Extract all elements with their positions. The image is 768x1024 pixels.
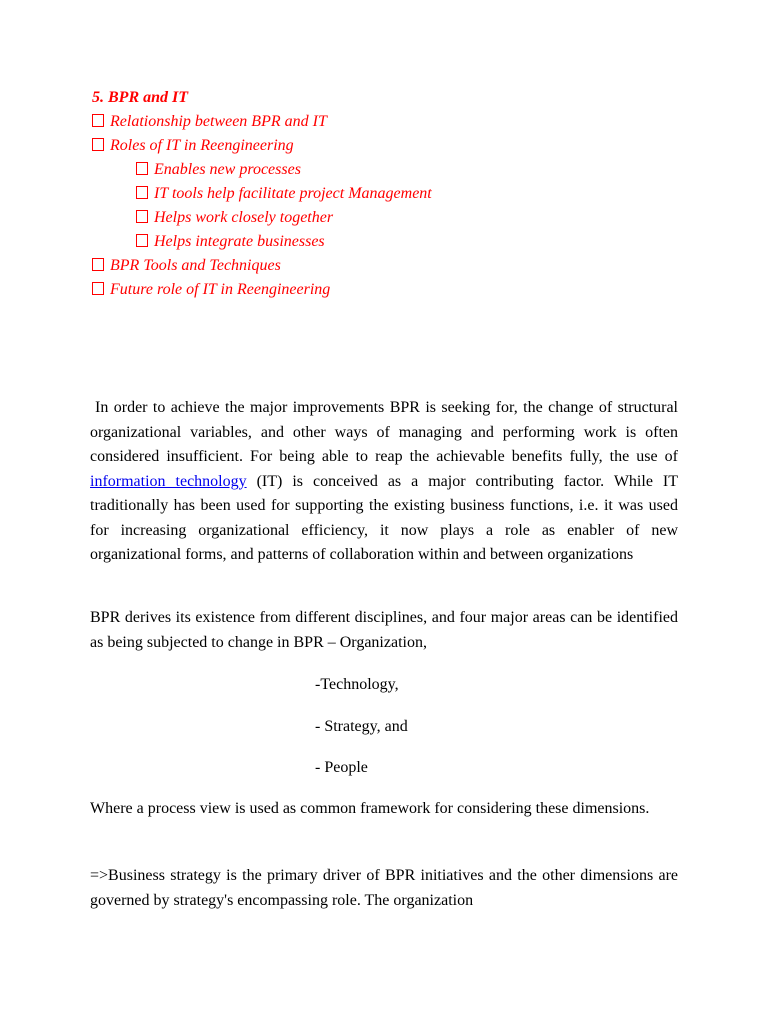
outline-subitem (92, 206, 692, 230)
checkbox-bullet-icon (136, 210, 148, 223)
outline-subitem (92, 158, 692, 182)
outline-item-label: Future role of IT in Reengineering (110, 281, 331, 298)
intro-paragraph (90, 396, 678, 568)
checkbox-bullet-icon (136, 162, 148, 175)
intro-text-before-link: In order to achieve the major improvements BPR is seeking for, the change of structural organizational variables, and other ways of managing and performing work is often considered insufficient. For being able to reap the achievable benefits fully, the use of (90, 399, 678, 465)
outline-subitem-label: IT tools help facilitate project Management (154, 185, 432, 202)
dimension-people: - People (315, 759, 368, 776)
checkbox-bullet-icon (136, 186, 148, 199)
checkbox-bullet-icon (92, 114, 104, 127)
checkbox-bullet-icon (136, 234, 148, 247)
checkbox-bullet-icon (92, 138, 104, 151)
dimension-technology: -Technology, (315, 676, 399, 693)
outline-subitem-label: Helps integrate businesses (154, 233, 325, 250)
outline-subitem-label: Helps work closely together (154, 209, 334, 226)
outline-item (92, 110, 692, 134)
outline-item (92, 254, 692, 278)
outline-item-label: Roles of IT in Reengineering (110, 137, 294, 154)
topic-outline (92, 86, 692, 302)
outline-subitem (92, 182, 692, 206)
outline-item (92, 134, 692, 158)
outline-item (92, 278, 692, 302)
dimension-strategy: - Strategy, and (315, 718, 408, 735)
checkbox-bullet-icon (92, 282, 104, 295)
section-heading: 5. BPR and IT (92, 89, 189, 106)
outline-subitem (92, 230, 692, 254)
disciplines-paragraph: BPR derives its existence from different disciplines, and four major areas can be identified as being subjected to change in BPR – Organization, (90, 609, 678, 651)
business-strategy-paragraph: =>Business strategy is the primary driver of BPR initiatives and the other dimensions are governed by strategy's encompassing role. The organization (90, 867, 678, 909)
information-technology-link[interactable]: information technology (90, 472, 247, 490)
checkbox-bullet-icon (92, 258, 104, 271)
process-view-paragraph: Where a process view is used as common framework for considering these dimensions. (90, 800, 650, 817)
outline-subitem-label: Enables new processes (154, 161, 301, 178)
intro-text-after-link: (IT) is conceived as a major contributing factor. While IT traditionally has been used for supporting the existing business functions, i.e. it was used for increasing organizational efficiency, it now plays a role as enabler of new organizational forms, and patterns of collaboration within and between organizations (90, 472, 678, 563)
outline-item-label: Relationship between BPR and IT (110, 113, 327, 130)
outline-item-label: BPR Tools and Techniques (110, 257, 281, 274)
